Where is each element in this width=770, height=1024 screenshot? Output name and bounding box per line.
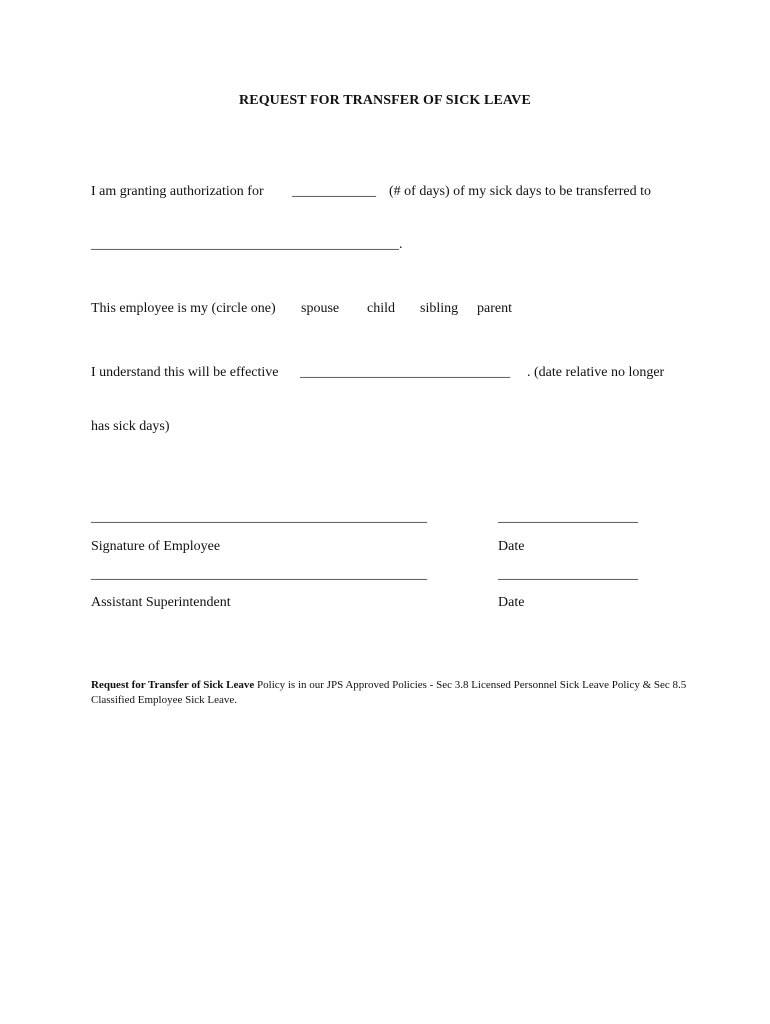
relation-option-child[interactable]: child [367,301,395,316]
policy-footnote-text: Policy is in our JPS Approved Policies - Sec 3.8 Licensed Personnel Sick Leave Policy & Sec 8.5 Classified Employee Sick Leave. [91,679,687,706]
relation-option-sibling[interactable]: sibling [420,301,459,316]
relation-option-spouse[interactable]: spouse [301,301,340,316]
form-title: REQUEST FOR TRANSFER OF SICK LEAVE [239,93,531,108]
grant-authorization-suffix: (# of days) of my sick days to be transferred to [389,184,652,199]
employee-signature-label: Signature of Employee [91,539,221,554]
policy-footnote-bold: Request for Transfer of Sick Leave [91,679,255,691]
superintendent-signature-line[interactable]: ________________________________________________ [91,567,427,582]
effective-date-blank[interactable]: ______________________________ [300,365,510,380]
relation-label: This employee is my (circle one) [91,301,276,316]
superintendent-signature-label: Assistant Superintendent [91,595,231,610]
employee-date-label: Date [498,539,525,554]
days-count-blank[interactable]: ____________ [292,184,376,199]
grant-authorization-prefix: I am granting authorization for [91,184,264,199]
recipient-name-blank[interactable]: ____________________________________________. [91,237,403,252]
policy-footnote [91,678,691,708]
employee-date-line[interactable]: ____________________ [498,510,638,525]
effective-continuation: has sick days) [91,419,170,434]
effective-prefix: I understand this will be effective [91,365,279,380]
relation-option-parent[interactable]: parent [477,301,512,316]
superintendent-date-label: Date [498,595,525,610]
effective-suffix: . (date relative no longer [527,365,665,380]
employee-signature-line[interactable]: ________________________________________________ [91,510,427,525]
superintendent-date-line[interactable]: ____________________ [498,567,638,582]
